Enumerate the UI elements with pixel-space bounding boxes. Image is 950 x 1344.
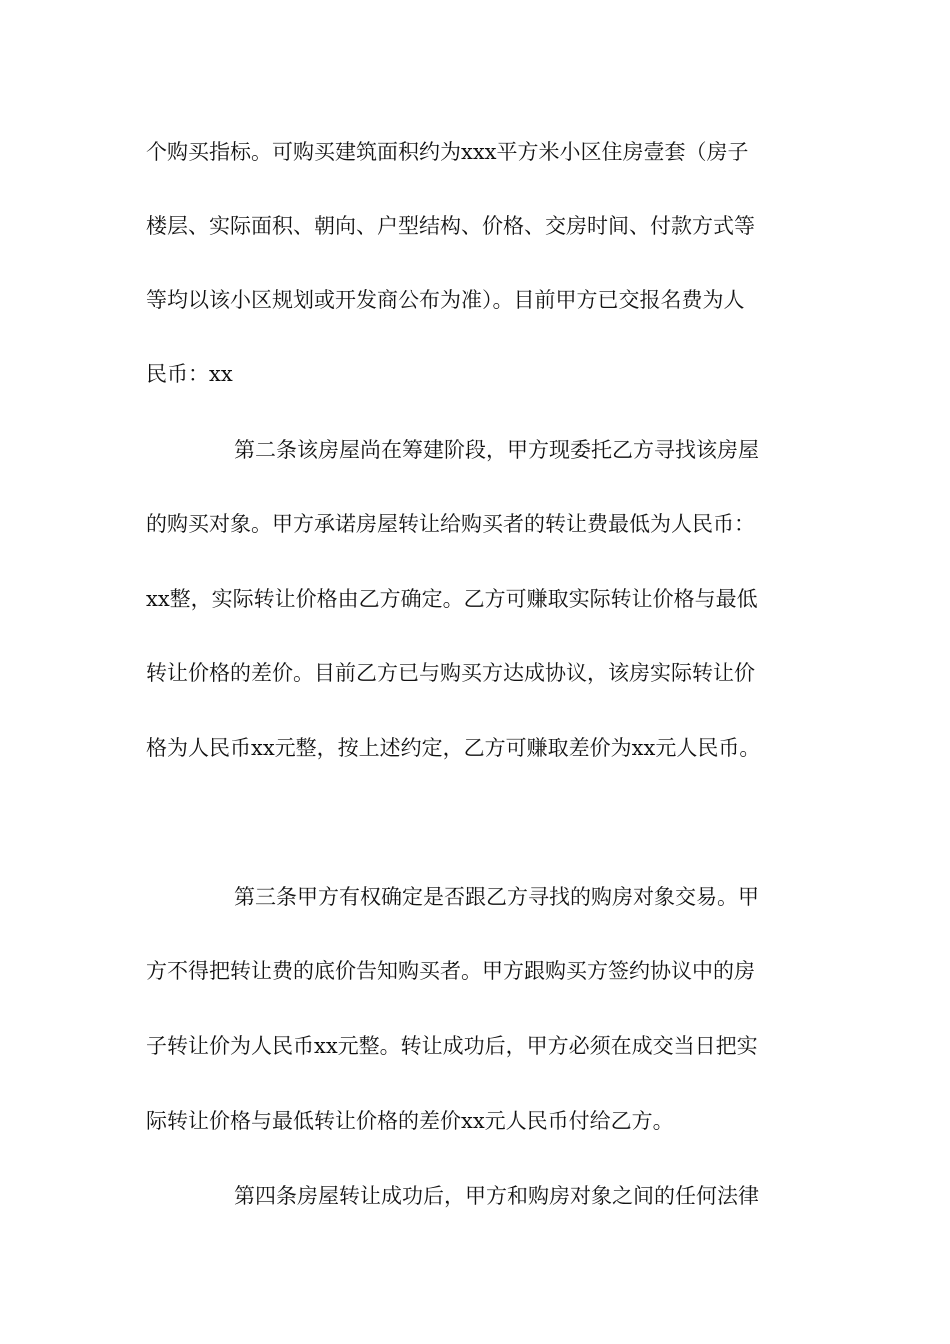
paragraph-line: 的购买对象。甲方承诺房屋转让给购买者的转让费最低为人民币： bbox=[146, 512, 755, 536]
paragraph-line: 个购买指标。可购买建筑面积约为xxx平方米小区住房壹套（房子 bbox=[146, 140, 749, 164]
paragraph-line: 转让价格的差价。目前乙方已与购买方达成协议，该房实际转让价 bbox=[146, 661, 755, 685]
paragraph-line: 楼层、实际面积、朝向、户型结构、价格、交房时间、付款方式等 bbox=[146, 214, 755, 238]
paragraph-line: 格为人民币xx元整，按上述约定，乙方可赚取差价为xx元人民币。 bbox=[146, 736, 761, 760]
paragraph-line: 际转让价格与最低转让价格的差价xx元人民币付给乙方。 bbox=[146, 1109, 674, 1133]
paragraph-line: 子转让价为人民币xx元整。转让成功后，甲方必须在成交当日把实 bbox=[146, 1034, 758, 1058]
article-2-heading-line: 第二条该房屋尚在筹建阶段，甲方现委托乙方寻找该房屋 bbox=[234, 438, 759, 462]
paragraph-line: 等均以该小区规划或开发商公布为准）。目前甲方已交报名费为人 bbox=[146, 288, 745, 312]
paragraph-line: xx整，实际转让价格由乙方确定。乙方可赚取实际转让价格与最低 bbox=[146, 587, 758, 611]
article-3-heading-line: 第三条甲方有权确定是否跟乙方寻找的购房对象交易。甲 bbox=[234, 885, 759, 909]
article-4-heading-line: 第四条房屋转让成功后，甲方和购房对象之间的任何法律 bbox=[234, 1184, 759, 1208]
paragraph-line: 民币：xx bbox=[146, 362, 233, 386]
paragraph-line: 方不得把转让费的底价告知购买者。甲方跟购买方签约协议中的房 bbox=[146, 959, 755, 983]
